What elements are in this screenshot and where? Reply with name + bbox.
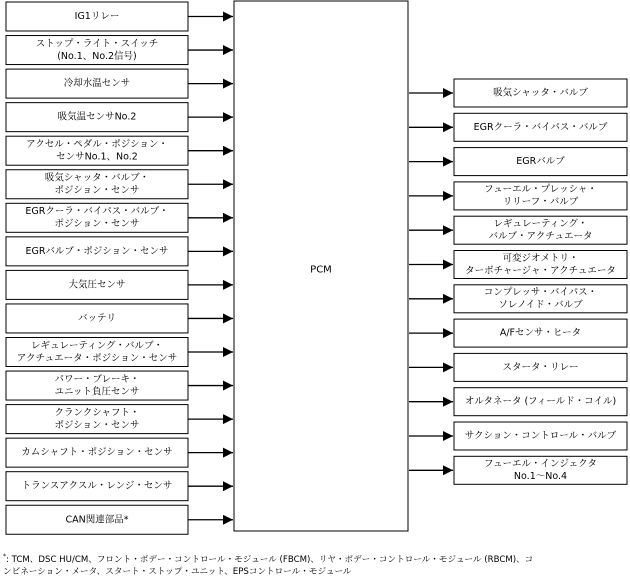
input-label: バッテリ (77, 312, 117, 324)
output-label: EGRクーラ・バイパス・バルブ (473, 121, 608, 133)
output-label: フューエル・プレッシャ・ (484, 184, 597, 196)
output-label: ソレノイド・バルブ (498, 299, 583, 311)
output-label: No.1～No.4 (513, 471, 568, 483)
footnote-text: : TCM、DSC HU/CM、フロント・ボデー・コントロール・モジュール (FBCM)、リヤ・ボデー・コントロール・モジュール (RBCM)、コ ンビネーション・メータ、スタート・ストップ・ユニット、EPSコントロール・モジュール (3, 554, 534, 578)
output-label: サクション・コントロール・バルブ (464, 430, 617, 442)
output-label: 吸気シャッタ・バルブ (493, 87, 588, 99)
input-label: 大気圧センサ (68, 279, 126, 291)
output-label: 可変ジオメトリ・ (502, 252, 579, 264)
input-label: ストップ・ライト・スイッチ (35, 38, 159, 50)
input-label: センサNo.1、No.2 (56, 151, 138, 163)
output-label: スタータ・リレー (502, 361, 579, 373)
footnote-mark: * (3, 553, 6, 560)
pcm-label: PCM (310, 264, 332, 276)
output-label: バルブ・アクチュエータ (488, 230, 593, 242)
input-label: ポジション・センサ (54, 218, 140, 230)
input-label: EGRクーラ・バイパス・バルブ・ (25, 206, 169, 218)
input-label: アクチュエータ・ポジション・センサ (16, 352, 178, 364)
input-label: パワー・ブレーキ・ (54, 373, 140, 385)
input-label: アクセル・ペダル・ポジション・ (26, 138, 168, 150)
input-label: カムシャフト・ポジション・センサ (21, 447, 173, 459)
input-label: トランスアクスル・レンジ・センサ (21, 480, 173, 492)
output-label: リリーフ・バルブ (502, 196, 579, 208)
output-label: レギュレーティング・ (493, 218, 588, 230)
input-label: レギュレーティング・バルブ・ (30, 340, 164, 352)
input-label: IG1リレー (74, 11, 120, 22)
input-label: 吸気温センサNo.2 (57, 111, 137, 123)
output-actuators (409, 79, 627, 484)
input-label: ポジション・センサ (54, 185, 140, 196)
output-label: ターボチャージャ・アクチュエータ (465, 265, 616, 277)
input-label: ユニット負圧センサ (54, 386, 140, 398)
output-label: A/Fセンサ・ヒータ (499, 327, 582, 339)
output-label: コンプレッサ・バイパス・ (483, 287, 598, 299)
input-label: 吸気シャッタ・バルブ・ (44, 172, 150, 184)
output-label: オルタネータ (フィールド・コイル) (464, 396, 617, 408)
input-label: 冷却水温センサ (63, 78, 131, 90)
input-label: (No.1、No.2信号) (57, 50, 137, 62)
input-label: EGRバルブ・ポジション・センサ (25, 245, 169, 257)
input-label: ポジション・センサ (54, 419, 140, 431)
output-label: フューエル・インジェクタ (484, 458, 597, 470)
input-label: クランクシャフト・ (54, 407, 140, 419)
footnote (3, 551, 627, 579)
input-signals (6, 2, 233, 534)
input-label: CAN関連部品* (65, 514, 129, 526)
output-label: EGRバルブ (516, 156, 565, 168)
